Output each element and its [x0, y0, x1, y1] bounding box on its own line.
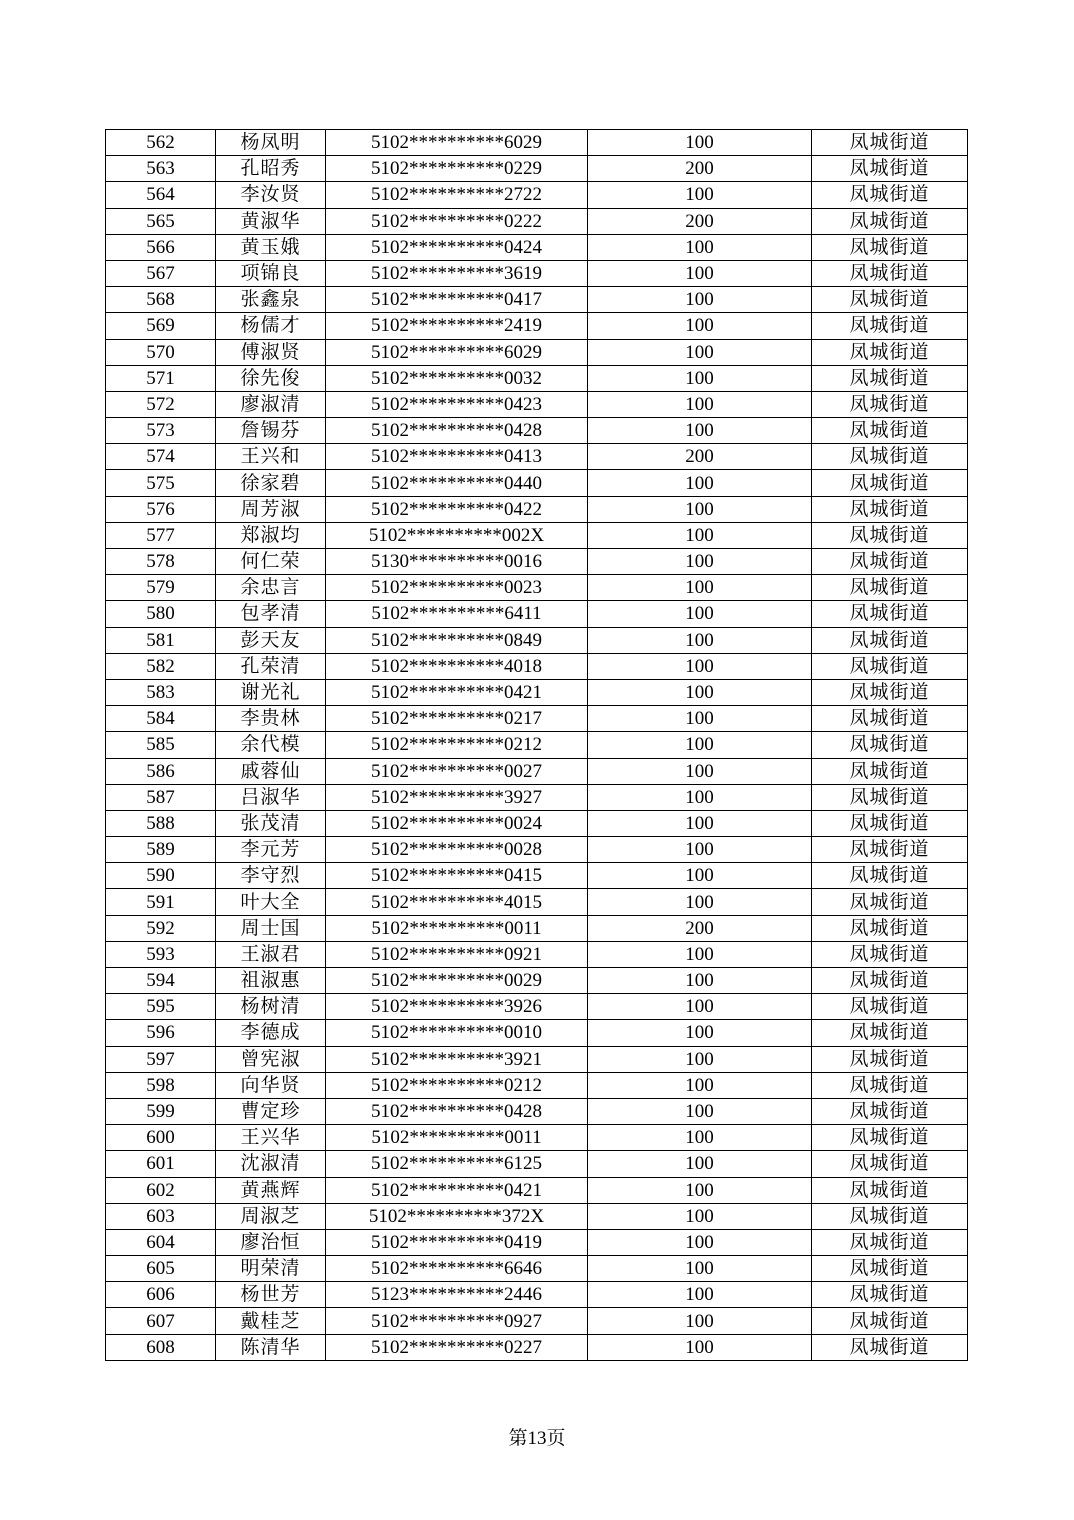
cell-serial-number: 601 — [106, 1151, 216, 1177]
cell-street: 凤城街道 — [812, 522, 968, 548]
cell-id-number: 5102**********0422 — [326, 496, 588, 522]
cell-name: 李守烈 — [216, 863, 326, 889]
cell-amount: 100 — [588, 1282, 812, 1308]
cell-id-number: 5102**********0424 — [326, 234, 588, 260]
cell-amount: 100 — [588, 863, 812, 889]
cell-street: 凤城街道 — [812, 1334, 968, 1360]
cell-id-number: 5102**********4015 — [326, 889, 588, 915]
cell-serial-number: 596 — [106, 1020, 216, 1046]
cell-id-number: 5102**********0029 — [326, 968, 588, 994]
cell-name: 黄玉娥 — [216, 234, 326, 260]
cell-amount: 100 — [588, 732, 812, 758]
cell-amount: 100 — [588, 653, 812, 679]
cell-id-number: 5102**********0423 — [326, 391, 588, 417]
cell-name: 项锦良 — [216, 260, 326, 286]
cell-id-number: 5123**********2446 — [326, 1282, 588, 1308]
cell-street: 凤城街道 — [812, 391, 968, 417]
cell-amount: 100 — [588, 1256, 812, 1282]
cell-serial-number: 578 — [106, 549, 216, 575]
cell-name: 黄淑华 — [216, 208, 326, 234]
cell-name: 王兴华 — [216, 1125, 326, 1151]
cell-amount: 100 — [588, 758, 812, 784]
cell-street: 凤城街道 — [812, 994, 968, 1020]
cell-street: 凤城街道 — [812, 1046, 968, 1072]
cell-street: 凤城街道 — [812, 758, 968, 784]
cell-id-number: 5102**********002X — [326, 522, 588, 548]
cell-street: 凤城街道 — [812, 941, 968, 967]
cell-amount: 100 — [588, 1308, 812, 1334]
cell-amount: 100 — [588, 496, 812, 522]
cell-amount: 100 — [588, 182, 812, 208]
table-row — [106, 234, 968, 260]
cell-id-number: 5102**********0421 — [326, 679, 588, 705]
cell-serial-number: 570 — [106, 339, 216, 365]
cell-street: 凤城街道 — [812, 287, 968, 313]
cell-serial-number: 602 — [106, 1177, 216, 1203]
cell-name: 杨世芳 — [216, 1282, 326, 1308]
cell-id-number: 5102**********3927 — [326, 784, 588, 810]
cell-serial-number: 575 — [106, 470, 216, 496]
cell-serial-number: 598 — [106, 1072, 216, 1098]
cell-serial-number: 563 — [106, 156, 216, 182]
cell-serial-number: 600 — [106, 1125, 216, 1151]
cell-amount: 100 — [588, 1072, 812, 1098]
cell-id-number: 5102**********0212 — [326, 1072, 588, 1098]
cell-amount: 100 — [588, 1334, 812, 1360]
cell-street: 凤城街道 — [812, 182, 968, 208]
table-row — [106, 1151, 968, 1177]
cell-id-number: 5102**********0415 — [326, 863, 588, 889]
table-row — [106, 418, 968, 444]
cell-id-number: 5102**********3926 — [326, 994, 588, 1020]
cell-id-number: 5102**********0032 — [326, 365, 588, 391]
cell-serial-number: 565 — [106, 208, 216, 234]
cell-serial-number: 595 — [106, 994, 216, 1020]
cell-name: 李元芳 — [216, 837, 326, 863]
cell-street: 凤城街道 — [812, 679, 968, 705]
cell-serial-number: 597 — [106, 1046, 216, 1072]
cell-amount: 100 — [588, 1046, 812, 1072]
cell-amount: 200 — [588, 208, 812, 234]
cell-name: 何仁荣 — [216, 549, 326, 575]
cell-name: 陈清华 — [216, 1334, 326, 1360]
cell-street: 凤城街道 — [812, 260, 968, 286]
cell-name: 廖治恒 — [216, 1229, 326, 1255]
cell-serial-number: 564 — [106, 182, 216, 208]
cell-amount: 100 — [588, 1203, 812, 1229]
cell-serial-number: 599 — [106, 1098, 216, 1124]
cell-id-number: 5102**********0212 — [326, 732, 588, 758]
table-row — [106, 1125, 968, 1151]
cell-serial-number: 562 — [106, 130, 216, 156]
table-row — [106, 810, 968, 836]
cell-serial-number: 584 — [106, 706, 216, 732]
cell-id-number: 5102**********0417 — [326, 287, 588, 313]
cell-street: 凤城街道 — [812, 732, 968, 758]
table-row — [106, 1046, 968, 1072]
cell-amount: 100 — [588, 968, 812, 994]
cell-serial-number: 594 — [106, 968, 216, 994]
cell-serial-number: 604 — [106, 1229, 216, 1255]
cell-street: 凤城街道 — [812, 444, 968, 470]
cell-amount: 100 — [588, 810, 812, 836]
cell-amount: 100 — [588, 994, 812, 1020]
cell-name: 詹锡芬 — [216, 418, 326, 444]
cell-name: 周淑芝 — [216, 1203, 326, 1229]
cell-amount: 100 — [588, 784, 812, 810]
table-row — [106, 365, 968, 391]
cell-street: 凤城街道 — [812, 837, 968, 863]
cell-serial-number: 592 — [106, 915, 216, 941]
cell-serial-number: 608 — [106, 1334, 216, 1360]
cell-amount: 100 — [588, 522, 812, 548]
table-row — [106, 1308, 968, 1334]
page-number: 第13页 — [508, 1428, 566, 1449]
cell-serial-number: 593 — [106, 941, 216, 967]
cell-name: 孔荣清 — [216, 653, 326, 679]
table-row — [106, 784, 968, 810]
cell-street: 凤城街道 — [812, 810, 968, 836]
cell-name: 张茂清 — [216, 810, 326, 836]
table-row — [106, 339, 968, 365]
table-row — [106, 1229, 968, 1255]
table-row — [106, 653, 968, 679]
cell-name: 戚蓉仙 — [216, 758, 326, 784]
cell-id-number: 5102**********0413 — [326, 444, 588, 470]
cell-name: 沈淑清 — [216, 1151, 326, 1177]
table-row — [106, 130, 968, 156]
cell-serial-number: 591 — [106, 889, 216, 915]
cell-id-number: 5102**********0028 — [326, 837, 588, 863]
cell-name: 吕淑华 — [216, 784, 326, 810]
cell-name: 李贵林 — [216, 706, 326, 732]
cell-id-number: 5102**********0428 — [326, 1098, 588, 1124]
cell-name: 余忠言 — [216, 575, 326, 601]
cell-serial-number: 576 — [106, 496, 216, 522]
cell-id-number: 5102**********0440 — [326, 470, 588, 496]
cell-serial-number: 603 — [106, 1203, 216, 1229]
cell-id-number: 5102**********4018 — [326, 653, 588, 679]
table-row — [106, 182, 968, 208]
cell-name: 徐家碧 — [216, 470, 326, 496]
cell-serial-number: 571 — [106, 365, 216, 391]
cell-street: 凤城街道 — [812, 496, 968, 522]
cell-serial-number: 566 — [106, 234, 216, 260]
table-row — [106, 1203, 968, 1229]
cell-name: 张鑫泉 — [216, 287, 326, 313]
table-row — [106, 1020, 968, 1046]
cell-amount: 200 — [588, 444, 812, 470]
cell-amount: 100 — [588, 365, 812, 391]
cell-name: 包孝清 — [216, 601, 326, 627]
cell-street: 凤城街道 — [812, 470, 968, 496]
cell-street: 凤城街道 — [812, 1151, 968, 1177]
cell-street: 凤城街道 — [812, 418, 968, 444]
table-row — [106, 837, 968, 863]
cell-serial-number: 581 — [106, 627, 216, 653]
cell-amount: 100 — [588, 941, 812, 967]
cell-street: 凤城街道 — [812, 1020, 968, 1046]
cell-street: 凤城街道 — [812, 313, 968, 339]
cell-name: 王兴和 — [216, 444, 326, 470]
cell-name: 余代模 — [216, 732, 326, 758]
cell-amount: 100 — [588, 627, 812, 653]
cell-amount: 100 — [588, 287, 812, 313]
cell-street: 凤城街道 — [812, 1098, 968, 1124]
cell-name: 彭天友 — [216, 627, 326, 653]
cell-id-number: 5102**********6411 — [326, 601, 588, 627]
cell-id-number: 5102**********3619 — [326, 260, 588, 286]
cell-amount: 100 — [588, 234, 812, 260]
cell-serial-number: 588 — [106, 810, 216, 836]
cell-street: 凤城街道 — [812, 208, 968, 234]
cell-street: 凤城街道 — [812, 784, 968, 810]
cell-id-number: 5102**********6029 — [326, 130, 588, 156]
cell-id-number: 5102**********0011 — [326, 915, 588, 941]
cell-serial-number: 587 — [106, 784, 216, 810]
cell-id-number: 5102**********3921 — [326, 1046, 588, 1072]
table-row — [106, 156, 968, 182]
cell-amount: 100 — [588, 575, 812, 601]
cell-name: 李汝贤 — [216, 182, 326, 208]
table-row — [106, 968, 968, 994]
table-row — [106, 994, 968, 1020]
cell-street: 凤城街道 — [812, 575, 968, 601]
cell-serial-number: 579 — [106, 575, 216, 601]
cell-street: 凤城街道 — [812, 549, 968, 575]
cell-amount: 100 — [588, 1151, 812, 1177]
cell-amount: 100 — [588, 1020, 812, 1046]
cell-street: 凤城街道 — [812, 156, 968, 182]
table-row — [106, 208, 968, 234]
cell-street: 凤城街道 — [812, 1177, 968, 1203]
cell-amount: 100 — [588, 130, 812, 156]
table-row — [106, 1072, 968, 1098]
cell-serial-number: 583 — [106, 679, 216, 705]
cell-street: 凤城街道 — [812, 863, 968, 889]
cell-id-number: 5102**********0921 — [326, 941, 588, 967]
cell-serial-number: 585 — [106, 732, 216, 758]
cell-name: 王淑君 — [216, 941, 326, 967]
roster-table-body — [106, 130, 968, 1361]
cell-serial-number: 577 — [106, 522, 216, 548]
cell-amount: 100 — [588, 313, 812, 339]
cell-id-number: 5102**********0010 — [326, 1020, 588, 1046]
cell-amount: 100 — [588, 549, 812, 575]
cell-name: 向华贤 — [216, 1072, 326, 1098]
cell-name: 杨凤明 — [216, 130, 326, 156]
cell-id-number: 5102**********0024 — [326, 810, 588, 836]
cell-name: 杨儒才 — [216, 313, 326, 339]
cell-amount: 100 — [588, 837, 812, 863]
table-row — [106, 496, 968, 522]
cell-id-number: 5102**********372X — [326, 1203, 588, 1229]
cell-amount: 100 — [588, 706, 812, 732]
cell-id-number: 5102**********0023 — [326, 575, 588, 601]
cell-serial-number: 582 — [106, 653, 216, 679]
cell-name: 杨树清 — [216, 994, 326, 1020]
cell-street: 凤城街道 — [812, 234, 968, 260]
cell-name: 谢光礼 — [216, 679, 326, 705]
cell-amount: 200 — [588, 156, 812, 182]
table-row — [106, 444, 968, 470]
cell-street: 凤城街道 — [812, 339, 968, 365]
cell-id-number: 5102**********2419 — [326, 313, 588, 339]
table-row — [106, 627, 968, 653]
cell-street: 凤城街道 — [812, 968, 968, 994]
table-row — [106, 1334, 968, 1360]
cell-id-number: 5102**********0011 — [326, 1125, 588, 1151]
cell-serial-number: 568 — [106, 287, 216, 313]
table-row — [106, 1256, 968, 1282]
cell-amount: 100 — [588, 418, 812, 444]
cell-id-number: 5102**********0229 — [326, 156, 588, 182]
cell-id-number: 5102**********0027 — [326, 758, 588, 784]
table-row — [106, 260, 968, 286]
cell-serial-number: 606 — [106, 1282, 216, 1308]
cell-serial-number: 605 — [106, 1256, 216, 1282]
cell-amount: 100 — [588, 679, 812, 705]
cell-name: 曹定珍 — [216, 1098, 326, 1124]
cell-serial-number: 580 — [106, 601, 216, 627]
cell-amount: 100 — [588, 339, 812, 365]
cell-amount: 200 — [588, 915, 812, 941]
cell-amount: 100 — [588, 1098, 812, 1124]
cell-street: 凤城街道 — [812, 889, 968, 915]
table-row — [106, 863, 968, 889]
table-row — [106, 549, 968, 575]
cell-street: 凤城街道 — [812, 1282, 968, 1308]
table-row — [106, 287, 968, 313]
cell-id-number: 5102**********0222 — [326, 208, 588, 234]
cell-street: 凤城街道 — [812, 653, 968, 679]
cell-name: 李德成 — [216, 1020, 326, 1046]
cell-name: 郑淑均 — [216, 522, 326, 548]
table-row — [106, 522, 968, 548]
cell-amount: 100 — [588, 1229, 812, 1255]
table-row — [106, 889, 968, 915]
cell-id-number: 5102**********0419 — [326, 1229, 588, 1255]
cell-serial-number: 590 — [106, 863, 216, 889]
table-row — [106, 1177, 968, 1203]
table-row — [106, 1282, 968, 1308]
table-row — [106, 732, 968, 758]
table-row — [106, 915, 968, 941]
cell-id-number: 5102**********0227 — [326, 1334, 588, 1360]
cell-amount: 100 — [588, 1125, 812, 1151]
table-row — [106, 706, 968, 732]
table-row — [106, 601, 968, 627]
cell-amount: 100 — [588, 470, 812, 496]
cell-id-number: 5102**********0927 — [326, 1308, 588, 1334]
cell-street: 凤城街道 — [812, 1125, 968, 1151]
cell-amount: 100 — [588, 260, 812, 286]
cell-id-number: 5102**********0217 — [326, 706, 588, 732]
cell-id-number: 5102**********0421 — [326, 1177, 588, 1203]
cell-name: 傅淑贤 — [216, 339, 326, 365]
cell-street: 凤城街道 — [812, 1203, 968, 1229]
table-row — [106, 313, 968, 339]
cell-id-number: 5102**********6029 — [326, 339, 588, 365]
table-row — [106, 470, 968, 496]
cell-serial-number: 574 — [106, 444, 216, 470]
cell-street: 凤城街道 — [812, 706, 968, 732]
cell-serial-number: 586 — [106, 758, 216, 784]
cell-street: 凤城街道 — [812, 1229, 968, 1255]
cell-serial-number: 572 — [106, 391, 216, 417]
cell-name: 曾宪淑 — [216, 1046, 326, 1072]
cell-street: 凤城街道 — [812, 1072, 968, 1098]
cell-id-number: 5102**********0428 — [326, 418, 588, 444]
cell-street: 凤城街道 — [812, 627, 968, 653]
cell-id-number: 5102**********6646 — [326, 1256, 588, 1282]
cell-amount: 100 — [588, 601, 812, 627]
cell-name: 明荣清 — [216, 1256, 326, 1282]
cell-name: 徐先俊 — [216, 365, 326, 391]
cell-amount: 100 — [588, 1177, 812, 1203]
cell-serial-number: 569 — [106, 313, 216, 339]
cell-name: 戴桂芝 — [216, 1308, 326, 1334]
cell-street: 凤城街道 — [812, 365, 968, 391]
cell-id-number: 5102**********6125 — [326, 1151, 588, 1177]
cell-amount: 100 — [588, 391, 812, 417]
cell-name: 叶大全 — [216, 889, 326, 915]
table-row — [106, 758, 968, 784]
cell-serial-number: 589 — [106, 837, 216, 863]
cell-name: 黄燕辉 — [216, 1177, 326, 1203]
table-row — [106, 1098, 968, 1124]
table-row — [106, 941, 968, 967]
cell-name: 周芳淑 — [216, 496, 326, 522]
cell-street: 凤城街道 — [812, 601, 968, 627]
cell-name: 廖淑清 — [216, 391, 326, 417]
cell-name: 祖淑惠 — [216, 968, 326, 994]
cell-street: 凤城街道 — [812, 1256, 968, 1282]
cell-name: 周士国 — [216, 915, 326, 941]
roster-table — [105, 129, 968, 1361]
cell-name: 孔昭秀 — [216, 156, 326, 182]
cell-serial-number: 573 — [106, 418, 216, 444]
cell-street: 凤城街道 — [812, 915, 968, 941]
cell-serial-number: 607 — [106, 1308, 216, 1334]
cell-id-number: 5102**********2722 — [326, 182, 588, 208]
table-row — [106, 391, 968, 417]
table-row — [106, 575, 968, 601]
table-row — [106, 679, 968, 705]
cell-id-number: 5102**********0849 — [326, 627, 588, 653]
cell-street: 凤城街道 — [812, 130, 968, 156]
cell-serial-number: 567 — [106, 260, 216, 286]
cell-street: 凤城街道 — [812, 1308, 968, 1334]
cell-id-number: 5130**********0016 — [326, 549, 588, 575]
cell-amount: 100 — [588, 889, 812, 915]
